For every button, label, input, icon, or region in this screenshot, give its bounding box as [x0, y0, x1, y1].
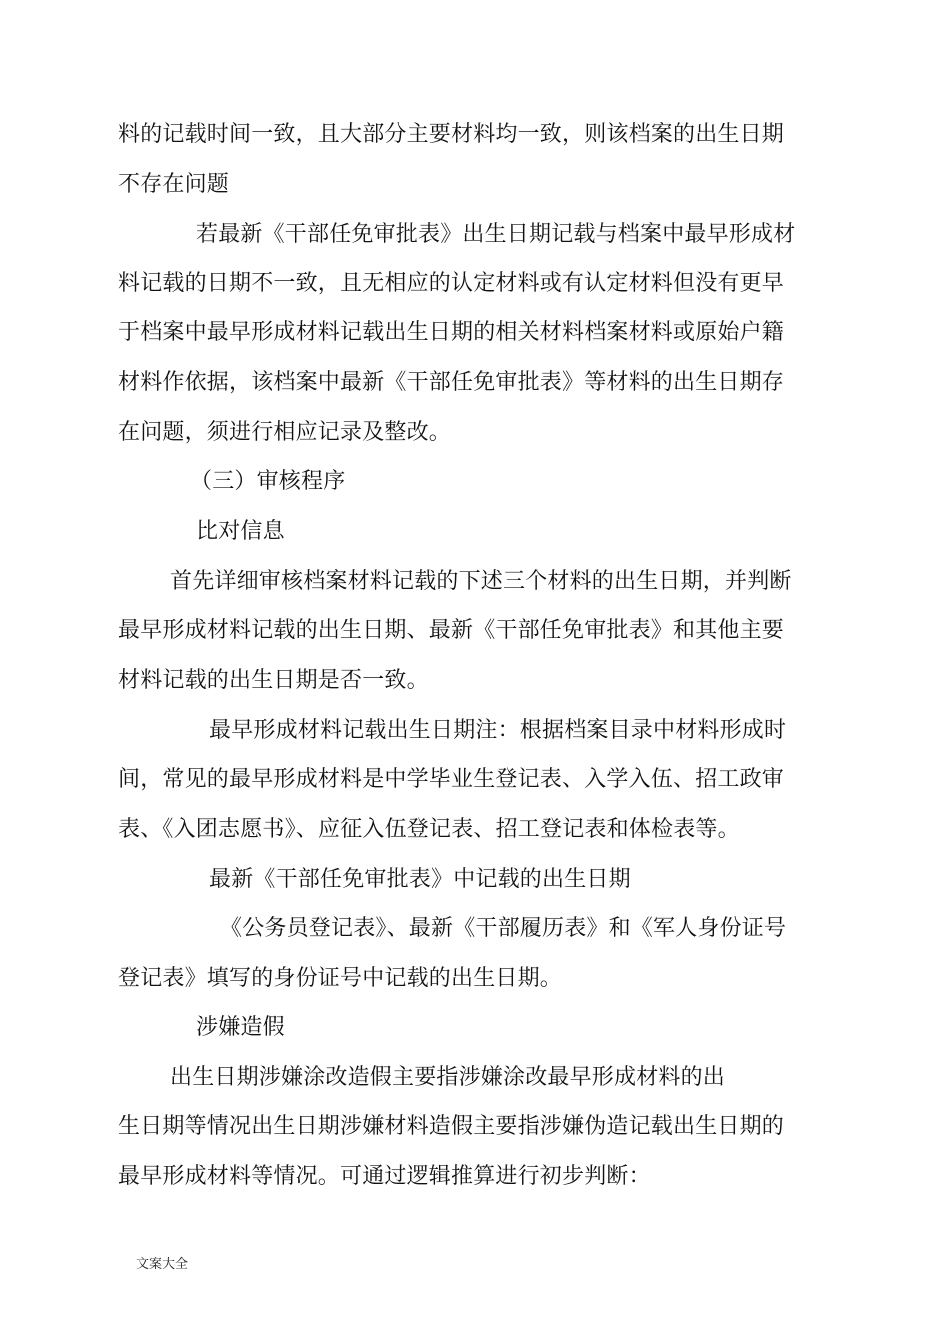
- body-line-12: 材料记载的出生日期是否一致。: [118, 668, 429, 693]
- subheading-suspected-fraud: 涉嫌造假: [196, 1015, 285, 1040]
- body-line-15: 表、《入团志愿书》、应征入伍登记表、招工登记表和体检表等。: [118, 817, 740, 842]
- footer-label: 文案大全: [136, 1257, 189, 1272]
- body-line-18: 登记表》填写的身份证号中记载的出生日期。: [118, 966, 563, 991]
- body-line-7: 在问题，须进行相应记录及整改。: [118, 420, 452, 445]
- body-line-22: 最早形成材料等情况。可通过逻辑推算进行初步判断：: [118, 1164, 651, 1189]
- subheading-compare-info: 比对信息: [196, 519, 285, 544]
- body-line-11: 最早形成材料记载的出生日期、最新《干部任免审批表》和其他主要: [118, 618, 785, 643]
- body-line-17: 《公务员登记表》、最新《干部履历表》和《军人身份证号: [220, 916, 787, 941]
- body-line-14: 间，常见的最早形成材料是中学毕业生登记表、入学入伍、招工政审: [118, 767, 785, 792]
- body-line-5: 于档案中最早形成材料记载出生日期的相关材料档案材料或原始户籍: [118, 320, 785, 345]
- body-line-3: 若最新《干部任免审批表》出生日期记载与档案中最早形成材: [196, 222, 796, 247]
- body-line-1: 料的记载时间一致，且大部分主要材料均一致，则该档案的出生日期: [118, 122, 785, 147]
- body-line-10: 首先详细审核档案材料记载的下述三个材料的出生日期，并判断: [170, 569, 792, 594]
- body-line-16: 最新《干部任免审批表》中记载的出生日期: [209, 867, 631, 892]
- body-line-6: 材料作依据，该档案中最新《干部任免审批表》等材料的出生日期存: [118, 370, 785, 395]
- body-line-4: 料记载的日期不一致，且无相应的认定材料或有认定材料但没有更早: [118, 271, 785, 296]
- body-line-13: 最早形成材料记载出生日期注：根据档案目录中材料形成时: [209, 718, 787, 743]
- body-line-21: 生日期等情况出生日期涉嫌材料造假主要指涉嫌伪造记载出生日期的: [118, 1114, 785, 1139]
- body-line-20: 出生日期涉嫌涂改造假主要指涉嫌涂改最早形成材料的出: [170, 1065, 726, 1090]
- section-heading: （三）审核程序: [190, 469, 346, 494]
- body-line-2: 不存在问题: [118, 172, 230, 197]
